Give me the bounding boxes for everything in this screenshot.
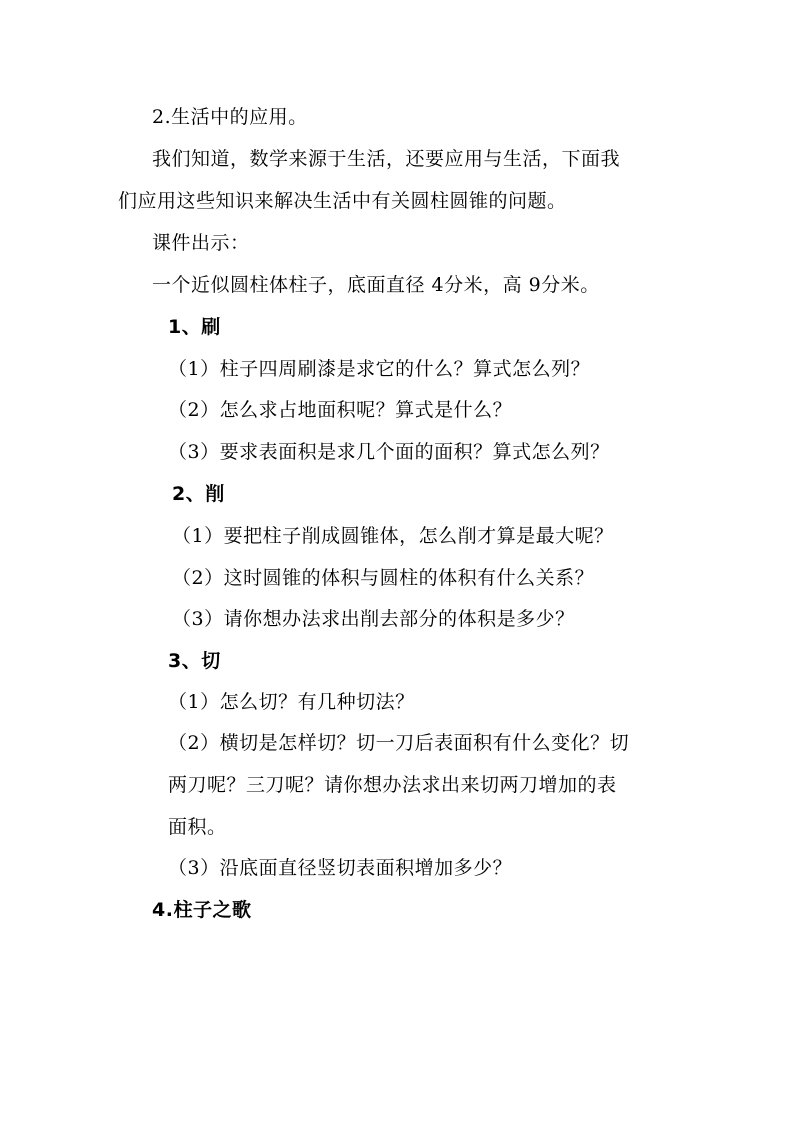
part1-question-1: （1）柱子四周刷漆是求它的什么？算式怎么列？ (168, 358, 591, 380)
part3-heading: 3、切 (168, 650, 221, 672)
part2-heading: 2、削 (172, 483, 225, 505)
part3-question-3: （3）沿底面直径竖切表面积增加多少？ (168, 857, 513, 879)
part3-question-2-line-3: 面积。 (168, 816, 227, 838)
intro-paragraph-line-2: 们应用这些知识来解决生活中有关圆柱圆锥的问题。 (118, 190, 567, 212)
part3-question-2-line-1: （2）横切是怎样切？切一刀后表面积有什么变化？切 (168, 732, 630, 754)
section-title: 2.生活中的应用。 (152, 106, 308, 128)
problem-statement: 一个近似圆柱体柱子，底面直径 4分米，高 9分米。 (152, 274, 600, 296)
part2-question-1: （1）要把柱子削成圆锥体，怎么削才算是最大呢？ (172, 525, 614, 547)
part1-question-2: （2）怎么求占地面积呢？算式是什么？ (168, 399, 513, 421)
part2-question-2: （2）这时圆锥的体积与圆柱的体积有什么关系？ (172, 567, 595, 589)
part1-question-3: （3）要求表面积是求几个面的面积？算式怎么列？ (168, 441, 610, 463)
closing-heading: 4.柱子之歌 (152, 899, 252, 921)
part3-question-2-line-2: 两刀呢？三刀呢？请你想办法求出来切两刀增加的表 (168, 774, 617, 796)
part1-heading: 1、刷 (168, 316, 221, 338)
part2-question-3: （3）请你想办法求出削去部分的体积是多少？ (172, 608, 575, 630)
intro-paragraph-line-1: 我们知道，数学来源于生活，还要应用与生活，下面我 (152, 148, 621, 170)
part3-question-1: （1）怎么切？有几种切法？ (168, 691, 415, 713)
courseware-label: 课件出示： (152, 232, 250, 254)
